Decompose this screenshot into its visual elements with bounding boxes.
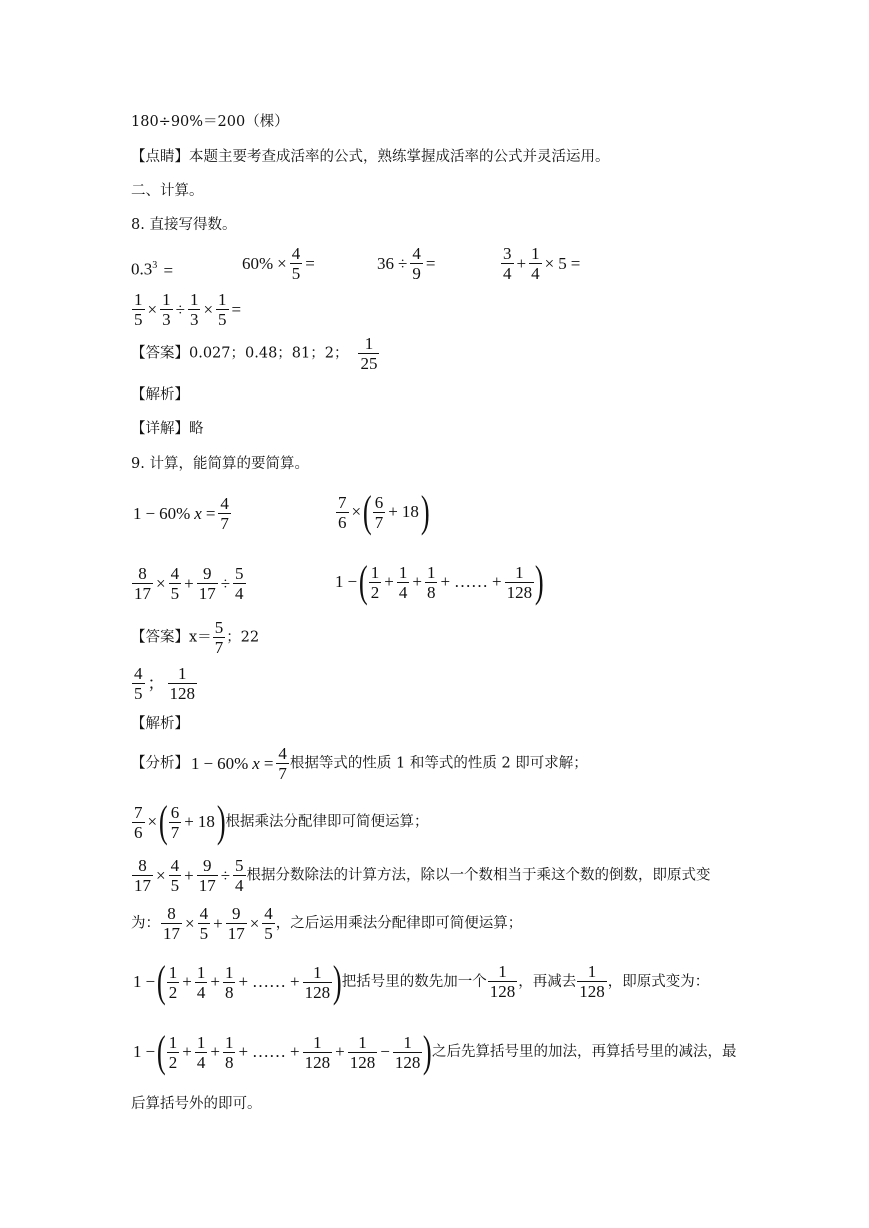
question-8: 8. 直接写得数。 bbox=[131, 217, 237, 233]
op: + bbox=[388, 502, 398, 521]
fraction: $\frac{1}{25}$ bbox=[360, 334, 378, 373]
op: + bbox=[412, 572, 422, 591]
fraction: $\frac{8}{17}$ bbox=[134, 856, 151, 895]
num: 5 bbox=[558, 253, 567, 273]
num: 1 bbox=[133, 503, 142, 523]
num: 18 bbox=[197, 812, 215, 831]
fraction: $\frac{1}{128}$ bbox=[489, 962, 516, 1002]
op: + bbox=[492, 572, 502, 591]
ellipsis: …… bbox=[252, 972, 287, 991]
q8-expr-3 bbox=[375, 244, 437, 283]
fenxi-line-5 bbox=[131, 957, 710, 1006]
op: = bbox=[425, 253, 436, 273]
fraction: $\frac{1}{128}$ bbox=[304, 962, 331, 1002]
op: − bbox=[145, 972, 156, 991]
fraction: $\frac{1}{128}$ bbox=[394, 1032, 421, 1072]
op: + bbox=[516, 253, 527, 273]
op: × bbox=[544, 253, 555, 273]
fenxi-text: 为： bbox=[131, 915, 160, 932]
op: × bbox=[147, 812, 158, 831]
paren: ( bbox=[359, 557, 368, 606]
fraction: $\frac{1}{5}$ bbox=[134, 290, 143, 329]
op: × bbox=[351, 502, 362, 521]
op: = bbox=[305, 253, 315, 273]
paren: ( bbox=[363, 487, 372, 536]
q8-expr-4 bbox=[500, 244, 582, 283]
fraction: $\frac{1}{4}$ bbox=[196, 962, 206, 1002]
op: + bbox=[238, 972, 249, 991]
fraction: $\frac{1}{8}$ bbox=[224, 1032, 234, 1072]
paren: ) bbox=[216, 797, 226, 846]
op: − bbox=[380, 1042, 390, 1061]
fraction: $\frac{4}{5}$ bbox=[264, 904, 273, 943]
fraction: $\frac{4}{5}$ bbox=[199, 904, 209, 943]
fraction: $\frac{1}{3}$ bbox=[162, 290, 171, 329]
fenxi-text: 根据分数除法的计算方法，除以一个数相当于乘这个数的倒数，即原式变 bbox=[246, 867, 711, 884]
op: × bbox=[156, 865, 166, 885]
answer-label: 【答案】 bbox=[131, 345, 189, 362]
dianjing-note: 【点睛】本题主要考查成活率的公式，熟练掌握成活率的公式并灵活运用。 bbox=[131, 149, 610, 165]
num: 1 bbox=[133, 1042, 142, 1061]
op: + bbox=[182, 1042, 192, 1061]
fraction: $\frac{9}{17}$ bbox=[198, 856, 216, 895]
op: + bbox=[182, 972, 192, 991]
op: × bbox=[277, 253, 287, 273]
op: − bbox=[145, 503, 156, 523]
fenxi-text: ，再减去 bbox=[518, 973, 577, 990]
q9-expr-3 bbox=[131, 564, 247, 603]
op: = bbox=[231, 299, 242, 319]
fenxi-line-last: 后算括号外的即可。 bbox=[131, 1096, 262, 1112]
num: 18 bbox=[401, 502, 419, 521]
fraction: $\frac{1}{3}$ bbox=[189, 290, 199, 329]
op: ÷ bbox=[220, 573, 231, 593]
q9-expr-4 bbox=[333, 557, 544, 606]
fenxi-text: ，之后运用乘法分配律即可简便运算； bbox=[275, 915, 523, 932]
op: + bbox=[238, 1042, 249, 1061]
answer-text: 0.027；0.48；81；2； bbox=[189, 345, 349, 362]
fraction: $\frac{4}{5}$ bbox=[170, 564, 180, 603]
fraction: $\frac{5}{4}$ bbox=[235, 564, 244, 603]
num: 0.3 bbox=[131, 259, 153, 279]
fraction: $\frac{1}{8}$ bbox=[224, 962, 234, 1002]
fraction: $\frac{1}{128}$ bbox=[304, 1032, 331, 1072]
fenxi-line-6 bbox=[131, 1027, 737, 1076]
fraction: $\frac{1}{128}$ bbox=[579, 962, 605, 1002]
fenxi-text: 把括号里的数先加一个 bbox=[341, 973, 487, 990]
ellipsis: …… bbox=[252, 1042, 287, 1061]
fraction: $\frac{7}{6}$ bbox=[338, 492, 347, 532]
q8-expr-2 bbox=[240, 244, 317, 283]
fraction: $\frac{1}{128}$ bbox=[349, 1032, 376, 1072]
answer-text: ；22 bbox=[226, 629, 260, 646]
fenxi-text: 根据乘法分配律即可简便运算； bbox=[225, 813, 429, 830]
op: × bbox=[185, 913, 195, 933]
fraction: $\frac{3}{4}$ bbox=[503, 244, 512, 283]
q8-expr-1 bbox=[131, 256, 175, 281]
fraction: $\frac{9}{17}$ bbox=[198, 564, 216, 603]
xiangjie-label: 【详解】略 bbox=[131, 421, 204, 437]
fraction: $\frac{1}{4}$ bbox=[531, 244, 540, 283]
fraction: $\frac{5}{4}$ bbox=[235, 856, 244, 895]
q9-expr-2 bbox=[335, 487, 430, 536]
op: + bbox=[184, 573, 194, 593]
ellipsis: …… bbox=[454, 572, 489, 591]
fraction: $\frac{1}{5}$ bbox=[218, 290, 227, 329]
paren: ) bbox=[423, 1027, 433, 1076]
op: ÷ bbox=[220, 865, 231, 885]
var: x bbox=[194, 503, 202, 523]
op: − bbox=[145, 1042, 156, 1061]
q8-expr-5 bbox=[131, 290, 243, 329]
fraction: $\frac{9}{17}$ bbox=[227, 904, 245, 943]
line-calc-result: 180÷90%＝200（棵） bbox=[131, 114, 289, 130]
num: 60% bbox=[242, 253, 274, 273]
fenxi-label: 【分析】 bbox=[131, 755, 189, 772]
answer-9 bbox=[131, 618, 259, 657]
q9-expr-1 bbox=[131, 494, 232, 533]
fraction: $\frac{4}{7}$ bbox=[220, 494, 229, 533]
fenxi-line-4 bbox=[131, 904, 522, 943]
fraction: $\frac{5}{7}$ bbox=[214, 618, 224, 657]
sep: ； bbox=[147, 673, 165, 693]
op: + bbox=[210, 1042, 220, 1061]
fraction: $\frac{1}{128}$ bbox=[506, 562, 533, 602]
op: + bbox=[440, 572, 451, 591]
fraction: $\frac{1}{8}$ bbox=[426, 562, 436, 602]
num: 36 bbox=[377, 253, 394, 273]
fenxi-text: 之后先算括号里的加法，再算括号里的减法，最 bbox=[431, 1043, 737, 1060]
question-9: 9. 计算，能简算的要简算。 bbox=[131, 456, 309, 472]
paren: ( bbox=[159, 797, 168, 846]
op: ÷ bbox=[398, 253, 408, 273]
paren: ) bbox=[535, 557, 544, 606]
fraction: $\frac{6}{7}$ bbox=[374, 492, 384, 532]
var: x bbox=[252, 753, 260, 773]
op: + bbox=[290, 1042, 300, 1061]
op: + bbox=[210, 972, 220, 991]
fraction: $\frac{8}{17}$ bbox=[163, 904, 180, 943]
fraction: $\frac{4}{5}$ bbox=[291, 244, 301, 283]
exp: 3 bbox=[152, 260, 158, 271]
num: 1 bbox=[191, 753, 200, 773]
fraction: $\frac{1}{2}$ bbox=[168, 1032, 178, 1072]
jiexi-label-1: 【解析】 bbox=[131, 387, 189, 403]
paren: ) bbox=[333, 957, 342, 1006]
fenxi-text: 根据等式的性质 1 和等式的性质 2 即可求解； bbox=[289, 755, 588, 772]
fraction: $\frac{4}{9}$ bbox=[412, 244, 421, 283]
num: 60% bbox=[159, 503, 191, 523]
fraction: $\frac{4}{7}$ bbox=[278, 744, 287, 783]
paren: ) bbox=[420, 487, 430, 536]
op: = bbox=[205, 503, 216, 523]
fraction: $\frac{1}{4}$ bbox=[398, 562, 408, 602]
fenxi-line-3 bbox=[131, 856, 711, 895]
num: 1 bbox=[133, 972, 142, 991]
fraction: $\frac{6}{7}$ bbox=[170, 802, 180, 842]
fraction: $\frac{1}{2}$ bbox=[168, 962, 178, 1002]
answer-text: x＝ bbox=[189, 629, 212, 646]
op: + bbox=[213, 913, 223, 933]
fraction: $\frac{7}{6}$ bbox=[134, 802, 143, 842]
fenxi-line-2 bbox=[131, 797, 429, 846]
answer-label: 【答案】 bbox=[131, 629, 189, 646]
op: + bbox=[335, 1042, 345, 1061]
fraction: $\frac{1}{2}$ bbox=[370, 562, 380, 602]
op: × bbox=[203, 299, 214, 319]
op: = bbox=[263, 753, 274, 773]
op: + bbox=[384, 572, 394, 591]
answer-8 bbox=[131, 334, 380, 373]
jiexi-label-2: 【解析】 bbox=[131, 716, 189, 732]
op: + bbox=[184, 812, 194, 831]
fraction: $\frac{8}{17}$ bbox=[134, 564, 151, 603]
fraction: $\frac{4}{5}$ bbox=[170, 856, 180, 895]
paren: ( bbox=[157, 957, 166, 1006]
op: = bbox=[163, 260, 174, 280]
op: ÷ bbox=[175, 299, 185, 319]
op: × bbox=[147, 299, 158, 319]
num: 60% bbox=[217, 753, 249, 773]
fraction: $\frac{1}{128}$ bbox=[169, 664, 195, 703]
fraction: $\frac{4}{5}$ bbox=[134, 664, 143, 703]
op: + bbox=[184, 865, 194, 885]
answer-9-line2 bbox=[131, 664, 198, 703]
section-heading: 二、计算。 bbox=[131, 183, 204, 199]
num: 1 bbox=[335, 572, 344, 591]
op: × bbox=[249, 913, 260, 933]
fenxi-line-1 bbox=[131, 744, 588, 783]
paren: ( bbox=[157, 1027, 166, 1076]
op: = bbox=[570, 253, 581, 273]
fenxi-text: ，即原式变为： bbox=[607, 973, 710, 990]
fraction: $\frac{1}{4}$ bbox=[196, 1032, 206, 1072]
op: + bbox=[290, 972, 300, 991]
op: − bbox=[347, 572, 358, 591]
op: × bbox=[156, 573, 166, 593]
op: − bbox=[203, 753, 214, 773]
